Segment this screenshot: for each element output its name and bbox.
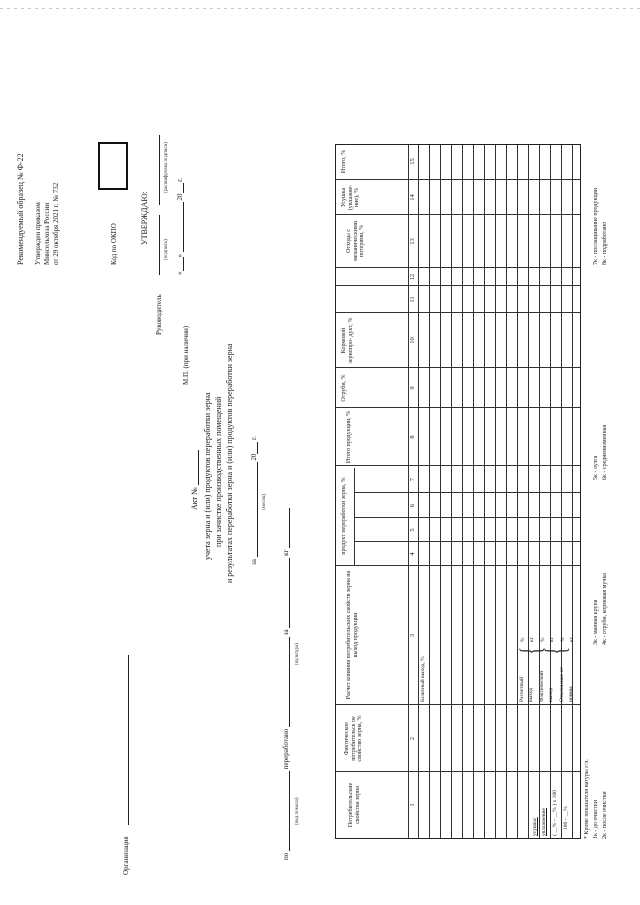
col-line: [336, 465, 580, 466]
col-number-15: 15: [409, 158, 416, 165]
calc-unit-5: %: [560, 637, 566, 642]
header-processing-product: продукт переработки зерна, %: [341, 477, 347, 555]
col-line: [354, 517, 580, 518]
header-total-products: Итого продукции, %: [346, 410, 352, 464]
date-quote-open: «: [176, 271, 184, 275]
col-number-9: 9: [409, 386, 416, 390]
footnote-6k: 6к - средненизменная: [602, 424, 608, 480]
col-line: [336, 407, 580, 408]
calc-unit-2: кг: [529, 637, 535, 642]
row-line: [440, 145, 441, 838]
row-line: [561, 145, 562, 838]
head-sign-underline[interactable]: [152, 215, 160, 275]
month-caption: (месяц): [262, 493, 267, 510]
footnote-7k: 7к - послащивание продукции: [593, 187, 599, 265]
act-period: [250, 436, 258, 565]
shrink-label: усушка/: [532, 817, 538, 836]
footnote-1k: 1к - до очистки: [593, 800, 599, 839]
approval-title: УТВЕРЖДАЮ:: [140, 191, 149, 245]
head-sign-line: [152, 215, 160, 275]
act-for-label: за: [250, 559, 258, 565]
kg-label: кг: [282, 549, 290, 556]
col-number-6: 6: [409, 503, 416, 508]
footnote-star: * Кроме показателя натуры г/л.: [584, 759, 590, 839]
head-decode-line: [152, 135, 160, 205]
row-line: [484, 145, 485, 838]
col-line: [336, 267, 580, 268]
col-number-7: 7: [409, 477, 416, 482]
okpo-code-box[interactable]: [98, 142, 128, 190]
row-line: [473, 145, 474, 838]
calc-unit-3: %: [540, 637, 546, 642]
col-number-12: 12: [409, 273, 416, 281]
subheader-line: [354, 468, 355, 566]
row-line: [539, 145, 540, 838]
col-number-1: 1: [409, 803, 416, 807]
approval-head-label: Руководитель: [155, 294, 163, 335]
processed-kg-field[interactable]: [282, 508, 290, 548]
calc-label-5: Отклонение от: [559, 667, 565, 702]
header-actual-property: Фактическое потребительск ое свойство зерна, %: [344, 715, 364, 762]
calc-unit-6: кг: [569, 637, 575, 642]
shrink-label-2: увлажнение: [541, 808, 547, 836]
number-row-line: [418, 145, 419, 838]
milling-caption: (вид помола): [295, 797, 300, 825]
organization-label: Организация: [122, 836, 130, 875]
okpo-label: Код по ОКПО: [110, 223, 118, 265]
organization-field[interactable]: [120, 655, 129, 825]
act-title-line-2: при зачистке производственных помещений: [214, 396, 223, 547]
approval-year-field[interactable]: [176, 184, 184, 194]
decode-caption: (расшифровка подписи): [164, 141, 169, 193]
row-line: [429, 145, 430, 838]
header-shrinkage: Усушка (увлажне- ние), %: [341, 184, 361, 211]
shrink-formula: ( __% – __% ) х 100: [552, 790, 558, 836]
footnote-8k: 8к - подработано: [602, 221, 608, 265]
col-line: [336, 214, 580, 215]
act-number-label: Акт №: [190, 487, 199, 510]
act-year-field[interactable]: [250, 442, 258, 454]
col-number-5: 5: [409, 528, 416, 532]
act-year-prefix: 20: [250, 453, 258, 461]
approval-day-field[interactable]: [176, 258, 184, 272]
col-line: [354, 492, 580, 493]
head-decode-underline[interactable]: [152, 135, 160, 205]
act-number: [190, 450, 199, 510]
recommended-sample: Рекомендуемый образец № Ф-22: [16, 153, 25, 265]
approved-line-3: от 29 октября 2021 г. № 732: [52, 182, 60, 265]
approved-line-1: Утвержден приказом: [34, 202, 42, 265]
col-number-4: 4: [409, 552, 416, 556]
calc-unit-4: кг: [549, 637, 555, 642]
crop-caption: (культура): [295, 643, 300, 665]
date-quote-close: »: [176, 254, 184, 258]
row-line: [528, 145, 529, 838]
col-line: [336, 367, 580, 368]
footnote-5k: 5к - лузга: [593, 455, 599, 480]
brace-icon: {: [539, 647, 572, 655]
processed-label: переработано: [282, 728, 290, 770]
approved-line-2: Минсельхоза России: [43, 202, 51, 265]
col-line: [336, 565, 580, 566]
act-for-label-2: за: [282, 629, 290, 636]
header-consumer-properties: Потребительские свойства зерна: [348, 782, 361, 828]
act-title-line-3: и результатах переработки зерна и (или) продуктов переработки зерна: [225, 343, 234, 583]
sign-caption: (подпись): [164, 239, 169, 260]
approval-year-suffix: г.: [176, 177, 184, 182]
act-year-suffix: г.: [250, 436, 258, 440]
approval-year-prefix: 20: [176, 193, 184, 201]
col-line: [336, 179, 580, 180]
calc-label-3: Фактический: [539, 670, 545, 702]
row-line: [462, 145, 463, 838]
calc-label-2: выход: [528, 687, 534, 702]
brace-icon: {: [514, 647, 547, 655]
organization-field-wrap: [120, 655, 129, 825]
row-line: [517, 145, 518, 838]
col-line: [336, 312, 580, 313]
header-total: Итого, %: [341, 149, 347, 174]
col-number-3: 3: [409, 633, 416, 638]
shrink-denominator: 100 – __%: [563, 806, 569, 830]
col-line: [336, 771, 580, 772]
row-line: [451, 145, 452, 838]
col-number-10: 10: [409, 337, 416, 344]
calc-unit-1: %: [520, 637, 526, 642]
header-calc-influence: Расчет влияния потребительских свойств зерна на выход продукции: [346, 570, 359, 700]
approval-date: [176, 178, 184, 275]
col-number-11: 11: [409, 296, 416, 303]
header-feed-product: Кормовой зернопро- дукт, %: [341, 317, 354, 364]
act-by-line: [282, 508, 290, 860]
act-by-label: по: [282, 852, 290, 860]
crop-field[interactable]: [282, 637, 290, 727]
base-output-label: Базисный выход, %: [420, 656, 426, 702]
act-month-field[interactable]: [250, 462, 258, 557]
processed-amount-field[interactable]: [282, 558, 290, 628]
row-line: [572, 145, 573, 838]
act-title-line-1: учета зерна и (или) продуктов переработки зерна: [203, 392, 212, 560]
act-number-field[interactable]: [190, 450, 199, 485]
footnote-2k: 2к - после очистки: [602, 791, 608, 839]
col-number-8: 8: [409, 435, 416, 439]
approval-month-field[interactable]: [176, 202, 184, 252]
row-line: [506, 145, 507, 838]
header-bran: Отруби, %: [341, 374, 347, 402]
calc-label-6: нормы: [568, 686, 574, 702]
calc-label-1: Расчетный: [519, 676, 525, 702]
calc-label-4: выход: [548, 687, 554, 702]
col-number-14: 14: [409, 194, 416, 201]
footnote-3k: 3к - манная крупа: [593, 599, 599, 645]
col-line: [336, 704, 580, 705]
footnote-4k: 4к - отруби, кормовая мучка: [602, 573, 608, 645]
milling-type-field[interactable]: [282, 771, 290, 851]
stamp-place: М.П. (при наличии): [182, 325, 190, 385]
processing-table: [335, 144, 581, 839]
col-number-2: 2: [409, 736, 416, 741]
row-line: [550, 145, 551, 838]
col-number-13: 13: [409, 238, 416, 245]
header-waste-losses: Отходы с механическими потерями, %: [346, 221, 366, 262]
row-line: [495, 145, 496, 838]
col-line: [354, 541, 580, 542]
col-line: [336, 285, 580, 286]
